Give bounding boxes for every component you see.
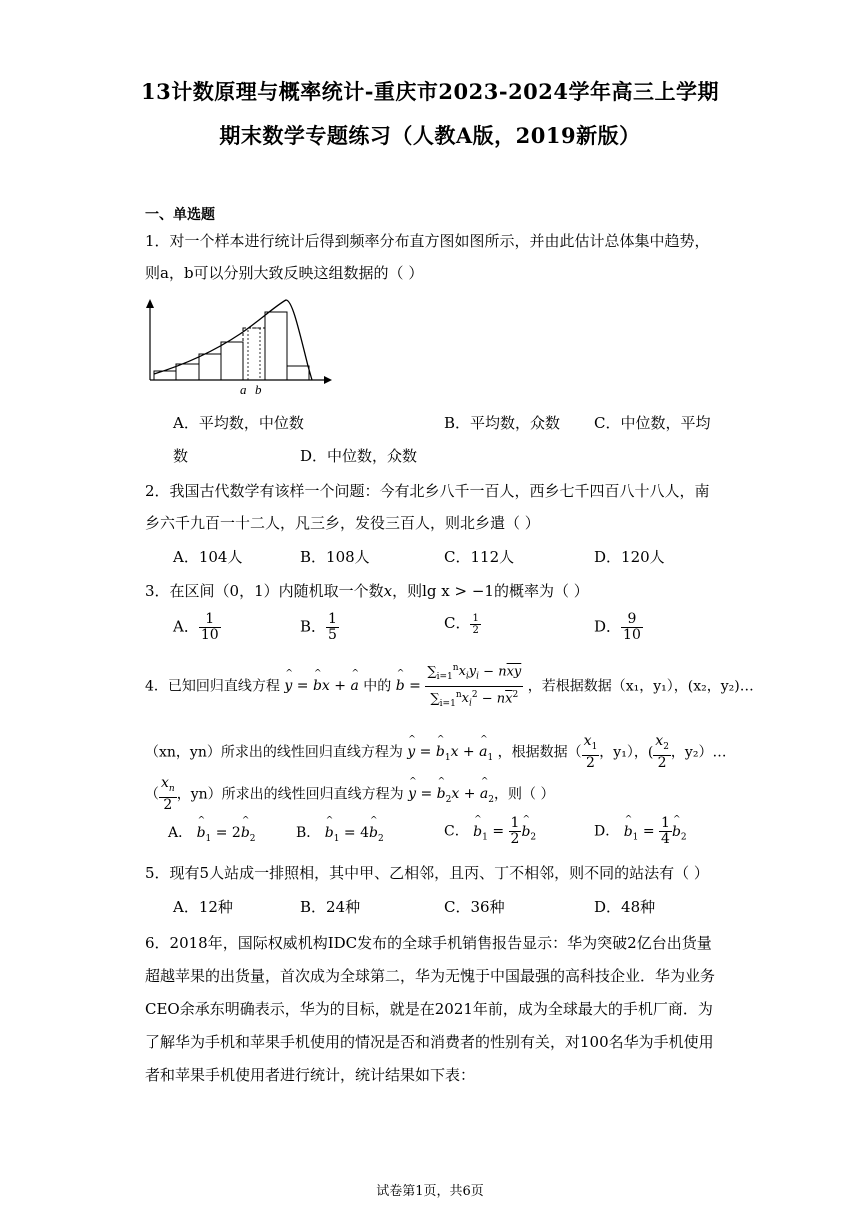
q3-option-c <box>444 612 481 636</box>
q3-a-num: 1 <box>199 612 221 628</box>
regression-equation: ^ y = ^ bx + ^ a <box>284 678 358 694</box>
q3-text-b: ，则 <box>392 582 423 600</box>
q5-line-1: 5．现有5人站成一排照相，其中甲、乙相邻，且丙、丁不相邻，则不同的站法有（ ） <box>145 864 709 882</box>
q4-option-b: B． ^ $b_1$ = 4^ $b_2$ <box>296 822 384 844</box>
q3-d-den: 10 <box>623 627 641 643</box>
slope-formula: ^ b = $\frac{\sum_{i=1}^nx_iy_i - n\overline{xy}}{\sum_{i=1}^nx_i^2 - n\overline{x}^2}$ <box>396 678 524 694</box>
q6-line-3: CEO余承东明确表示，华为的目标，就是在2021年前，成为全球最大的手机厂商．为 <box>145 1000 713 1018</box>
histogram-figure <box>140 296 340 398</box>
q4-option-d: D． ^ $b_1$ = $\frac{1}{4}$ ^ $b_2$ <box>594 816 687 847</box>
q3-var: x <box>383 582 393 600</box>
title-line-2: 期末数学专题练习（人教A版，2019新版） <box>219 123 641 148</box>
q4-option-c-label: C． <box>444 823 469 840</box>
q2-option-a: A．104人 <box>173 548 243 566</box>
regression-equation-2: ^ y = ^ $b_2x$ + ^ $a_2$ <box>408 786 494 802</box>
q6-line-4: 了解华为手机和苹果手机使用的情况是否和消费者的性别有关，对100名华为手机使用 <box>145 1033 714 1051</box>
q4-l3-c: ，则（ ） <box>494 786 555 803</box>
q4-option-d-label: D． <box>594 823 620 840</box>
q3-b-den: 5 <box>328 627 337 643</box>
q1-option-a: A．平均数，中位数 <box>173 414 304 432</box>
q3-stem <box>145 580 589 601</box>
q3-option-b-label: B． <box>300 617 327 636</box>
q3-d-num: 9 <box>621 612 643 628</box>
q2-line-1: 2．我国古代数学有该样一个问题：今有北乡八千一百人，西乡七千四百八十八人，南 <box>145 482 710 500</box>
q3-option-b <box>300 612 339 643</box>
q1-line-2: 则a，b可以分别大致反映这组数据的（ ） <box>145 264 424 282</box>
q4-line-3: （ $\frac{x_n}{2}$ ，yn）所求出的线性回归直线方程为 ^ y = ^ $b_2x$ + ^ $a_2$，则（ ） <box>145 776 554 813</box>
q1-option-c-cont: 数 <box>173 447 189 465</box>
q5-option-b: B．24种 <box>300 898 361 916</box>
q3-c-den: 2 <box>472 624 479 636</box>
q4-l1-c: ，若根据数据（x₁，y₁），(x₂，y₂)… <box>527 678 754 695</box>
q4-l3-b: ，yn）所求出的线性回归直线方程为 <box>176 786 404 803</box>
q6-line-5: 者和苹果手机使用者进行统计，统计结果如下表： <box>145 1066 476 1084</box>
q1-option-c: C．中位数，平均 <box>594 414 711 432</box>
q4-option-c: C． ^ $b_1$ = $\frac{1}{2}$ ^ $b_2$ <box>444 816 536 847</box>
q2-option-b: B．108人 <box>300 548 370 566</box>
q4-line-2: （xn，yn）所求出的线性回归直线方程为 ^ y = ^ $b_1x$ + ^ $a_1$ ，根据数据（ $\frac{x_1}{2}$ ，y₁），( $\frac{x_2}{2}$ ，y₂）… <box>145 734 726 771</box>
q4-l3-a: （ <box>145 786 159 803</box>
q2-line-2: 乡六千九百一十二人，凡三乡，发役三百人，则北乡遣（ ） <box>145 514 540 532</box>
q5-option-d: D．48种 <box>594 898 656 916</box>
q3-option-a-label: A． <box>173 617 199 636</box>
q3-option-c-label: C． <box>444 614 471 632</box>
q4-line-1 <box>145 660 754 713</box>
page-footer: 试卷第1页，共6页 <box>376 1184 484 1199</box>
title-line-1: 13计数原理与概率统计-重庆市2023-2024学年高三上学期 <box>140 79 720 104</box>
q6-line-1: 6．2018年，国际权威机构IDC发布的全球手机销售报告显示：华为突破2亿台出货量 <box>145 934 712 952</box>
q4-l2-c: ，y₁），( <box>599 744 654 761</box>
q3-a-den: 10 <box>200 627 219 643</box>
regression-equation-1: ^ y = ^ $b_1x$ + ^ $a_1$ <box>407 744 493 760</box>
q4-option-a: A． ^ $b_1$ = 2^ $b_2$ <box>168 822 256 844</box>
q3-option-d <box>594 612 643 643</box>
q5-option-c: C．36种 <box>444 898 505 916</box>
q3-b-num: 1 <box>328 611 337 627</box>
q3-text-c: 的概率为（ ） <box>493 582 589 600</box>
q4-l2-a: （xn，yn）所求出的线性回归直线方程为 <box>145 744 403 761</box>
q6-line-2: 超越苹果的出货量，首次成为全球第二，华为无愧于中国最强的高科技企业．华为业务 <box>145 967 716 985</box>
axis-label-b: b <box>255 382 262 397</box>
q4-option-a-label: A． <box>168 825 193 841</box>
q2-option-c: C．112人 <box>444 548 515 566</box>
q4-l1-a: 4．已知回归直线方程 <box>145 678 280 695</box>
q3-condition: lg x > −1 <box>422 582 494 600</box>
q3-c-num: 1 <box>472 612 479 624</box>
q4-l2-d: ，y₂）… <box>670 744 727 761</box>
q4-l2-b: ，根据数据（ <box>497 744 582 761</box>
q2-option-d: D．120人 <box>594 548 665 566</box>
q3-option-a <box>173 612 221 643</box>
q1-option-b: B．平均数，众数 <box>444 414 561 432</box>
q5-option-a: A．12种 <box>173 898 233 916</box>
q3-text-a: 3．在区间（0，1）内随机取一个数 <box>145 582 384 600</box>
q3-option-d-label: D． <box>594 617 622 636</box>
q4-l1-b: 中的 <box>363 678 392 695</box>
q1-option-d: D．中位数，众数 <box>300 447 418 465</box>
section-heading: 一、单选题 <box>145 207 215 223</box>
axis-label-a: a <box>240 382 247 397</box>
q1-line-1: 1．对一个样本进行统计后得到频率分布直方图如图所示，并由此估计总体集中趋势， <box>145 232 710 250</box>
q4-option-b-label: B． <box>296 825 321 841</box>
